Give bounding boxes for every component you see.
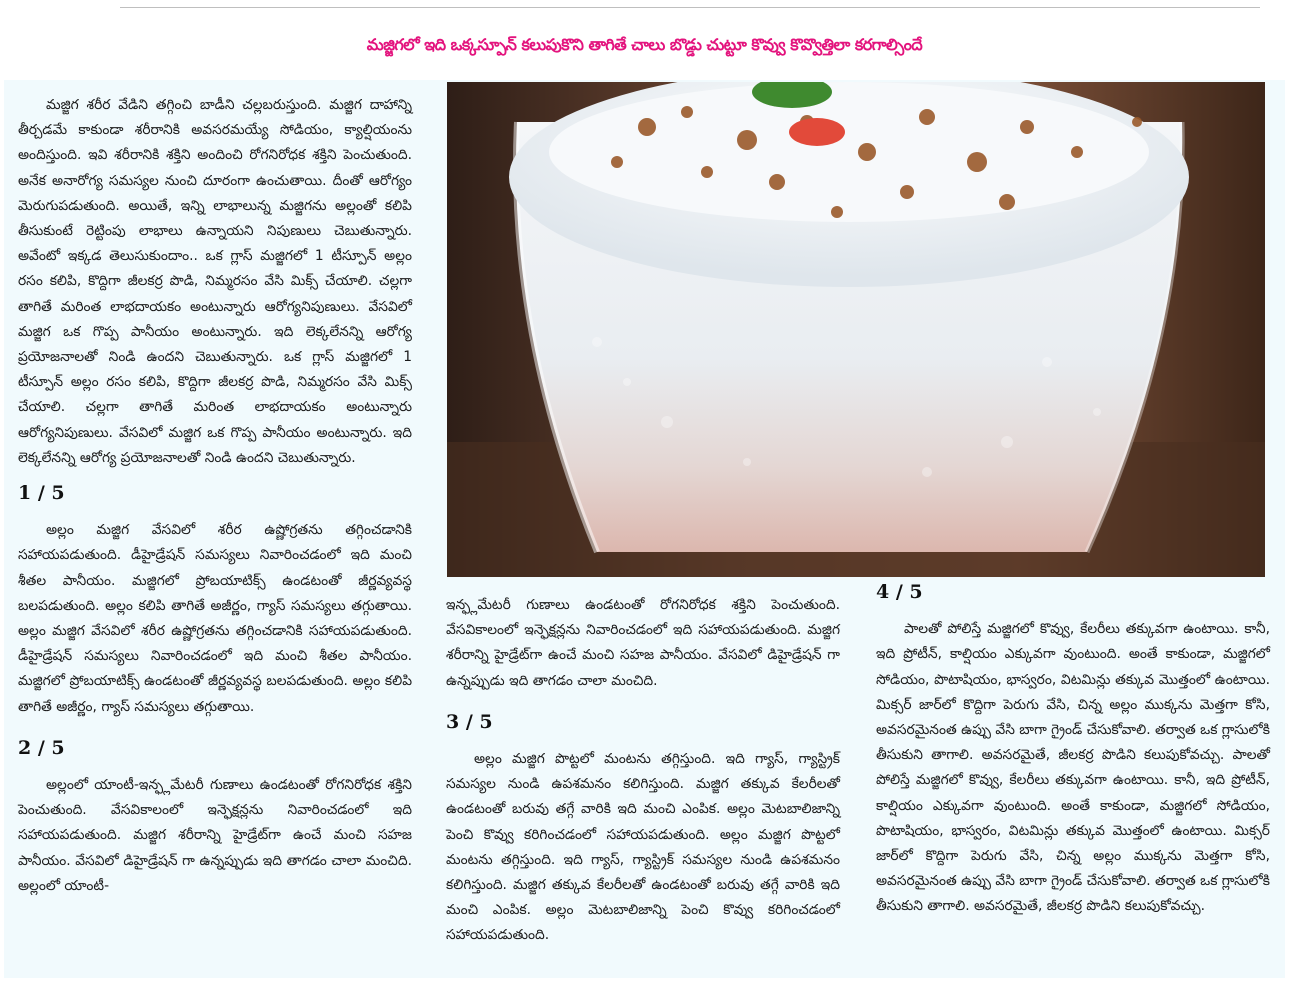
buttermilk-glass-photo <box>447 82 1265 577</box>
section-number-1: 1 / 5 <box>18 482 65 505</box>
section-number-4: 4 / 5 <box>876 581 923 603</box>
intro-paragraph: మజ్జిగ శరీర వేడిని తగ్గించి బాడీని చల్లబరుస్తుంది. మజ్జిగ దాహాన్ని తీర్చడమే కాకుండా శరీరానికి అవసరమయ్యే సోడియం, క్యాల్షియంను అందిస్తుంది. ఇవి శరీరానికి శక్తిని అందించి రోగనిరోధక శక్తిని పెంచుతుంది. అనేక అనారోగ్య సమస్యల నుంచి దూరంగా ఉంచుతాయి. దీంతో ఆరోగ్యం మెరుగుపడుతుంది. అయితే, ఇన్ని లాభాలున్న మజ్జిగను అల్లంతో కలిపి తీసుకుంటే రెట్టింపు లాభాలు ఉన్నాయని నిపుణులు చెబుతున్నారు. అవేంటో ఇక్కడ తెలుసుకుందాం.. ఒక గ్లాస్ మజ్జిగలో 1 టీస్పూన్ అల్లం రసం కలిపి, కొద్దిగా జీలకర్ర పొడి, నిమ్మరసం వేసి మిక్స్ చేయాలి. చల్లగా తాగితే మరింత లాభదాయకం అంటున్నారు ఆరోగ్యనిపుణులు. వేసవిలో మజ్జిగ ఒక గొప్ప పానీయం అంటున్నారు. ఇది లెక్కలేనన్ని ఆరోగ్య ప్రయోజనాలతో నిండి ఉందని చెబుతున్నారు. ఒక గ్లాస్ మజ్జిగలో 1 టీస్పూన్ అల్లం రసం కలిపి, కొద్దిగా జీలకర్ర పొడి, నిమ్మరసం వేసి మిక్స్ చేయాలి. చల్లగా తాగితే మరింత లాభదాయకం అంటున్నారు ఆరోగ్యనిపుణులు. వేసవిలో మజ్జిగ ఒక గొప్ప పానీయం అంటున్నారు. ఇది లెక్కలేనన్ని ఆరోగ్య ప్రయోజనాలతో నిండి ఉందని చెబుతున్నారు. <box>18 97 412 466</box>
column-3 <box>876 580 1270 920</box>
section-number-3: 3 / 5 <box>446 710 493 733</box>
section-4-text: పాలతో పోలిస్తే మజ్జిగలో కొవ్వు, కేలరీలు తక్కువగా ఉంటాయి. కానీ, ఇది ప్రోటీన్, కాల్షియం ఎక్కువగా వుంటుంది. అంతే కాకుండా, మజ్జిగలో సోడియం, పొటాషియం, భాస్వరం, విటమిన్లు తక్కువ మొత్తంలో ఉంటాయి. మిక్సర్ జార్‌లో కొద్దిగా పెరుగు వేసి, చిన్న అల్లం ముక్కను మెత్తగా కోసి, అవసరమైనంత ఉప్పు వేసి బాగా గ్రైండ్ చేసుకోవాలి. తర్వాత ఒక గ్లాసులోకి తీసుకుని తాగాలి. అవసరమైతే, జీలకర్ర పొడిని కలుపుకోవచ్చు. పాలతో పోలిస్తే మజ్జిగలో కొవ్వు, కేలరీలు తక్కువగా ఉంటాయి. కానీ, ఇది ప్రోటీన్, కాల్షియం ఎక్కువగా వుంటుంది. అంతే కాకుండా, మజ్జిగలో సోడియం, పొటాషియం, భాస్వరం, విటమిన్లు తక్కువ మొత్తంలో ఉంటాయి. మిక్సర్ జార్‌లో కొద్దిగా పెరుగు వేసి, చిన్న అల్లం ముక్కను మెత్తగా కోసి, అవసరమైనంత ఉప్పు వేసి బాగా గ్రైండ్ చేసుకోవాలి. తర్వాత ఒక గ్లాసులోకి తీసుకుని తాగాలి. అవసరమైతే, జీలకర్ర పొడిని కలుపుకోవచ్చు. <box>876 621 1270 915</box>
column-1 <box>18 93 412 899</box>
column-2 <box>446 593 840 949</box>
section-2-text: అల్లంలో యాంటీ-ఇన్ఫ్లమేటరీ గుణాలు ఉండటంతో రోగనిరోధక శక్తిని పెంచుతుంది. వేసవికాలంలో ఇన్ఫెక్షన్లను నివారించడంలో ఇది సహాయపడుతుంది. మజ్జిగ శరీరాన్ని హైడ్రేట్‌గా ఉంచే మంచి సహజ పానీయం. వేసవిలో డిహైడ్రేషన్ గా ఉన్నప్పుడు ఇది తాగడం చాలా మంచిది. అల్లంలో యాంటీ- <box>18 777 412 894</box>
top-divider <box>120 7 1260 8</box>
section-number-2: 2 / 5 <box>18 736 65 759</box>
section-1-text: అల్లం మజ్జిగ వేసవిలో శరీర ఉష్ణోగ్రతను తగ్గించడానికి సహాయపడుతుంది. డీహైడ్రేషన్ సమస్యలు నివారించడంలో ఇది మంచి శీతల పానీయం. మజ్జిగలో ప్రోబయాటిక్స్ ఉండటంతో జీర్ణవ్యవస్థ బలపడుతుంది. అల్లం కలిపి తాగితే అజీర్ణం, గ్యాస్ సమస్యలు తగ్గుతాయి. అల్లం మజ్జిగ వేసవిలో శరీర ఉష్ణోగ్రతను తగ్గించడానికి సహాయపడుతుంది. డీహైడ్రేషన్ సమస్యలు నివారించడంలో ఇది మంచి శీతల పానీయం. మజ్జిగలో ప్రోబయాటిక్స్ ఉండటంతో జీర్ణవ్యవస్థ బలపడుతుంది. అల్లం కలిపి తాగితే అజీర్ణం, గ్యాస్ సమస్యలు తగ్గుతాయి. <box>18 522 412 715</box>
section-2-continued: ఇన్ఫ్లమేటరీ గుణాలు ఉండటంతో రోగనిరోధక శక్తిని పెంచుతుంది. వేసవికాలంలో ఇన్ఫెక్షన్లను నివారించడంలో ఇది సహాయపడుతుంది. మజ్జిగ శరీరాన్ని హైడ్రేట్‌గా ఉంచే మంచి సహజ పానీయం. వేసవిలో డిహైడ్రేషన్ గా ఉన్నప్పుడు ఇది తాగడం చాలా మంచిది. <box>446 597 840 689</box>
section-3-text: అల్లం మజ్జిగ పొట్టలో మంటను తగ్గిస్తుంది. ఇది గ్యాస్, గ్యాస్ట్రిక్ సమస్యల నుండి ఉపశమనం కలిగిస్తుంది. మజ్జిగ తక్కువ కేలరీలతో ఉండటంతో బరువు తగ్గే వారికి ఇది మంచి ఎంపిక. అల్లం మెటబాలిజాన్ని పెంచి కొవ్వు కరిగించడంలో సహాయపడుతుంది. అల్లం మజ్జిగ పొట్టలో మంటను తగ్గిస్తుంది. ఇది గ్యాస్, గ్యాస్ట్రిక్ సమస్యల నుండి ఉపశమనం కలిగిస్తుంది. మజ్జిగ తక్కువ కేలరీలతో ఉండటంతో బరువు తగ్గే వారికి ఇది మంచి ఎంపిక. అల్లం మెటబాలిజాన్ని పెంచి కొవ్వు కరిగించడంలో సహాయపడుతుంది. <box>446 751 840 944</box>
article-headline: మజ్జిగలో ఇది ఒక్కస్పూన్ కలుపుకొని తాగితే చాలు బొడ్డు చుట్టూ కొవ్వు కొవ్వొత్తిలా కరగాల్సిందే <box>366 35 923 54</box>
